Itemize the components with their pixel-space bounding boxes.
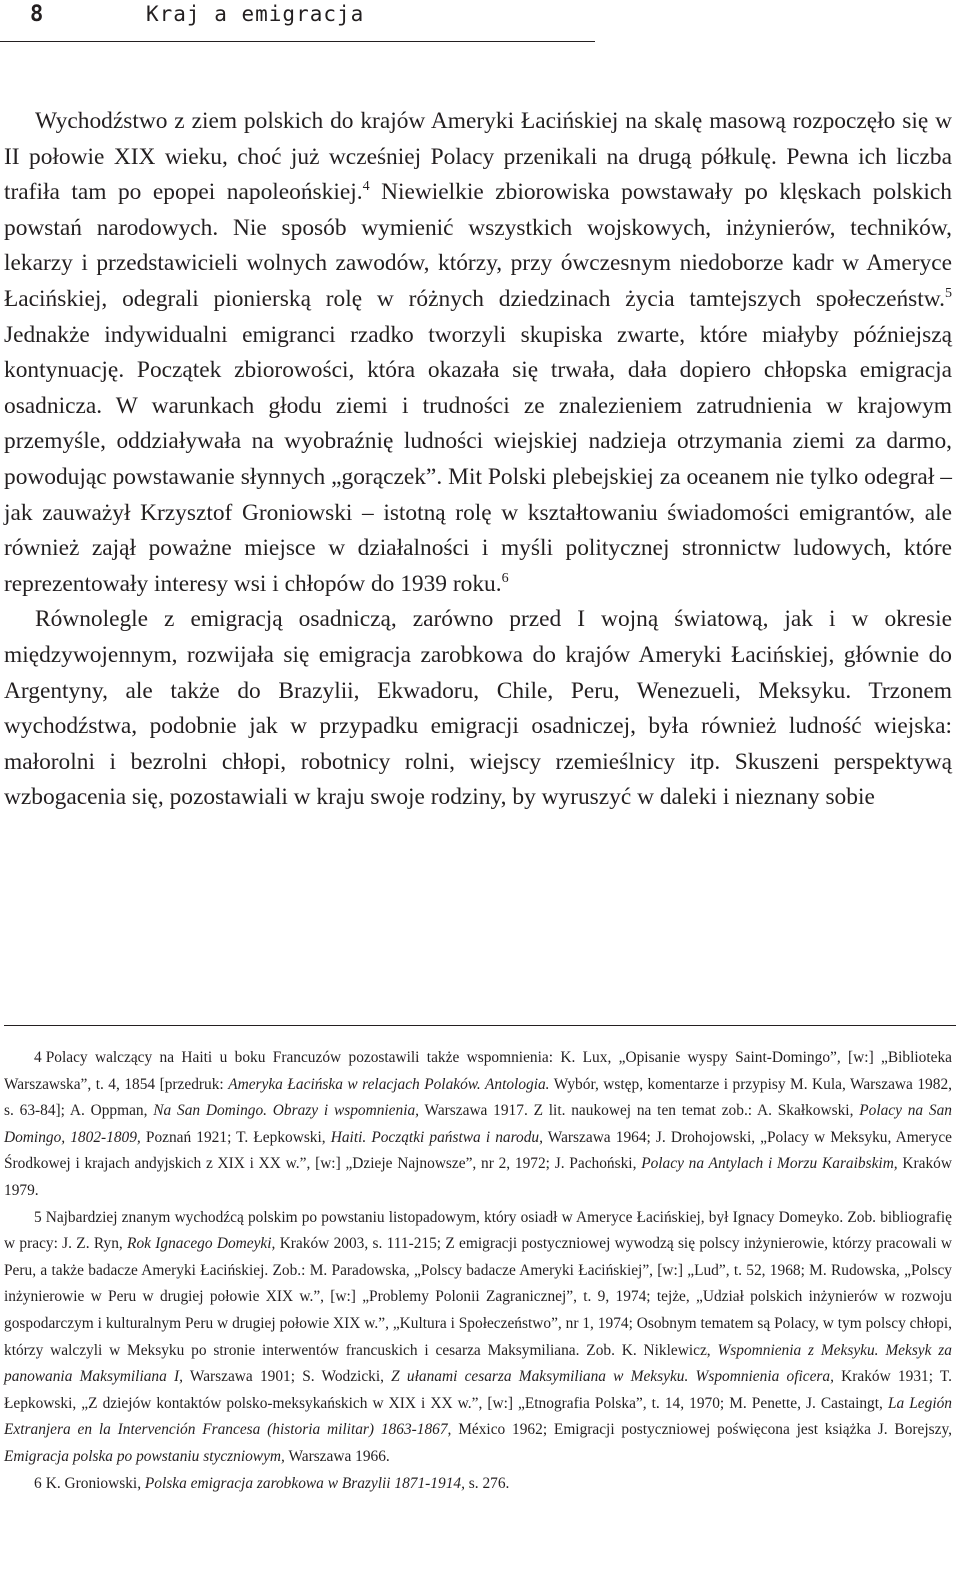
citation-title: Ameryka Łacińska w relacjach Polaków. Antologia. <box>228 1075 550 1093</box>
citation-title: La Legión Extranjera en la Intervención Francesa (historia militar) 1863-1867, <box>4 1394 952 1439</box>
footnote-6 <box>4 1471 952 1498</box>
paragraph-1 <box>4 104 952 602</box>
footnote-text: s. 276. <box>464 1474 510 1492</box>
page-number: 8 <box>30 2 45 27</box>
footnote-text: Najbardziej znanym wychodźcą polskim po powstaniu listopadowym, który osiadł w Ameryce Łacińskiej, był Ignacy Domeyko. Zob. bibliografię w pracy: J. Z. Ryn, <box>4 1208 952 1253</box>
footnote-rule <box>4 1025 956 1026</box>
footnote-text: México 1962; Emigracji postyczniowej poświęcona jest książka J. Borejszy, <box>451 1421 952 1439</box>
footnote-text: Warszawa 1966. <box>284 1447 390 1465</box>
running-title: Kraj a emigracja <box>146 2 365 26</box>
footnote-text: Poznań 1921; T. Łepkowski, <box>140 1128 331 1146</box>
paragraph-1-part-a: Wychodźstwo z ziem polskich do krajów Ameryki Łacińskiej na skalę masową rozpoczęło się w II połowie XIX wieku, choć już wcześniej Polacy przenikali na drugą półkulę. Pewna ich liczba trafiła tam po epopei napoleońskiej. <box>4 108 952 206</box>
footnote-ref-5[interactable]: 5 <box>944 285 952 302</box>
citation-title: Polacy na San Domingo, 1802-1809, <box>4 1102 952 1146</box>
footnote-ref-4[interactable]: 4 <box>362 178 370 195</box>
citation-title: Polska emigracja zarobkowa w Brazylii 1871-1914, <box>144 1474 465 1492</box>
footnote-4 <box>4 1045 952 1205</box>
footnote-text: Kraków 1931; T. Łepkowski, „Z dziejów kontaktów polsko-meksykańskich w XIX i XX w.”, [w:] „Etnografia Polska”, t. 14, 1970; M. Penette, J. Castaingt, <box>4 1368 953 1412</box>
footnote-text: Kraków 1979. <box>4 1155 952 1199</box>
footnote-mark: 6 <box>34 1474 42 1492</box>
footnote-mark: 4 <box>34 1049 42 1066</box>
footnote-text: Kraków 2003, s. 111-215; Z emigracji postyczniowej wywodzą się polscy inżynierowie, którzy pracowali w Peru, a także badacze Ameryki Łacińskiej. Zob.: M. Paradowska, „Polscy badacze Ameryki Łacińskiej”, [w:] „Lud”, t. 52, 1968; M. Rudowska, „Polscy inżynierowie w Peru w drugiej połowie XIX w.”, [w:] „Problemy Polonii Zagranicznej”, t. 9, 1974; tejże, „Udział polskich inżynierów w rozwoju gospodarczym i kulturalnym Peru w drugiej połowie XIX w.”, „Kultura i Społeczeństwo”, nr 1, 1974; Osobnym tematem są Polacy, w tym polscy chłopi, którzy walczyli w Meksyku po stronie interwentów francuskich i cesarza Maksymiliana. Zob. K. Niklewicz, <box>4 1235 953 1359</box>
citation-title: Na San Domingo. Obrazy i wspomnienia, <box>153 1102 420 1120</box>
paragraph-1-part-b: Niewielkie zbiorowiska powstawały po klęskach polskich powstań narodowych. Nie sposób wymienić wszystkich wojskowych, inżynierów, techników, lekarzy i przedstawicieli wolnych zawodów, którzy, przy ówczesnym niedoborze kadr w Ameryce Łacińskiej, odegrali pionierską rolę w różnych dziedzinach życia tamtejszych społeczeństw. <box>4 179 952 312</box>
citation-title: Rok Ignacego Domeyki, <box>127 1235 276 1253</box>
footnote-5 <box>4 1205 952 1471</box>
citation-title: Haiti. Początki państwa i narodu, <box>330 1128 543 1146</box>
footnote-text: Warszawa 1917. Z lit. naukowej na ten temat zob.: A. Skałkowski, <box>419 1102 860 1120</box>
footnote-text: Warszawa 1964; J. Drohojowski, „Polacy w Meksyku, Ameryce Środkowej i krajach andyjskich z XIX i XX w.”, [w:] „Dzieje Najnowsze”, nr 2, 1972; J. Pachoński, <box>4 1128 952 1173</box>
footnote-mark: 5 <box>34 1208 42 1226</box>
page-header <box>0 0 960 48</box>
footnote-text: K. Groniowski, <box>45 1474 145 1492</box>
main-text <box>4 104 952 816</box>
citation-title: Polacy na Antylach i Morzu Karaibskim, <box>641 1155 898 1173</box>
footnote-text: Warszawa 1901; S. Wodzicki, <box>182 1368 392 1386</box>
footnotes <box>4 1045 952 1497</box>
paragraph-1-part-c: Jednakże indywidualni emigranci rzadko tworzyli skupiska zwarte, które miałyby późniejszą kontynuację. Początek zbiorowości, która okazała się trwała, dała dopiero chłopska emigracja osadnicza. W warunkach głodu ziemi i trudności ze znalezieniem zatrudnienia w krajowym przemyśle, oddziaływała na wyobraźnię ludności wiejskiej nadzieja otrzymania ziemi za darmo, powodując powstawanie słynnych „gorączek”. Mit Polski plebejskiej za oceanem nie tylko odegrał – jak zauważył Krzysztof Groniowski – istotną rolę w kształtowaniu świadomości emigrantów, ale również zajął poważne miejsce w działalności i myśli politycznej stronnictw ludowych, które reprezentowały interesy wsi i chłopów do 1939 roku. <box>4 321 952 597</box>
footnote-ref-6[interactable]: 6 <box>501 569 509 586</box>
citation-title: Emigracja polska po powstaniu styczniowym, <box>4 1447 285 1465</box>
footnote-text: Wybór, wstęp, komentarze i przypisy M. Kula, Warszawa 1982, s. 63-84]; A. Oppman, <box>4 1075 952 1120</box>
citation-title: Wspomnienia z Meksyku. Meksyk za panowania Maksymiliana I, <box>4 1341 952 1386</box>
header-rule <box>0 41 595 42</box>
footnote-text: Polacy walczący na Haiti u boku Francuzów pozostawili także wspomnienia: K. Lux, „Opisanie wyspy Saint-Domingo”, [w:] „Biblioteka Warszawska”, t. 4, 1854 [przedruk: <box>4 1049 952 1093</box>
citation-title: Z ułanami cesarza Maksymiliana w Meksyku. Wspomnienia oficera, <box>391 1368 834 1386</box>
paragraph-2: Równolegle z emigracją osadniczą, zarówno przed I wojną światową, jak i w okresie międzywojennym, rozwijała się emigracja zarobkowa do krajów Ameryki Łacińskiej, głównie do Argentyny, ale także do Brazylii, Ekwadoru, Chile, Peru, Wenezueli, Meksyku. Trzonem wychodźstwa, podobnie jak w przypadku emigracji osadniczej, była również ludność wiejska: małorolni i bezrolni chłopi, robotnicy rolni, wiejscy rzemieślnicy itp. Skuszeni perspektywą wzbogacenia się, pozostawiali w kraju swoje rodziny, by wyruszyć w daleki i nieznany sobie <box>4 606 952 811</box>
